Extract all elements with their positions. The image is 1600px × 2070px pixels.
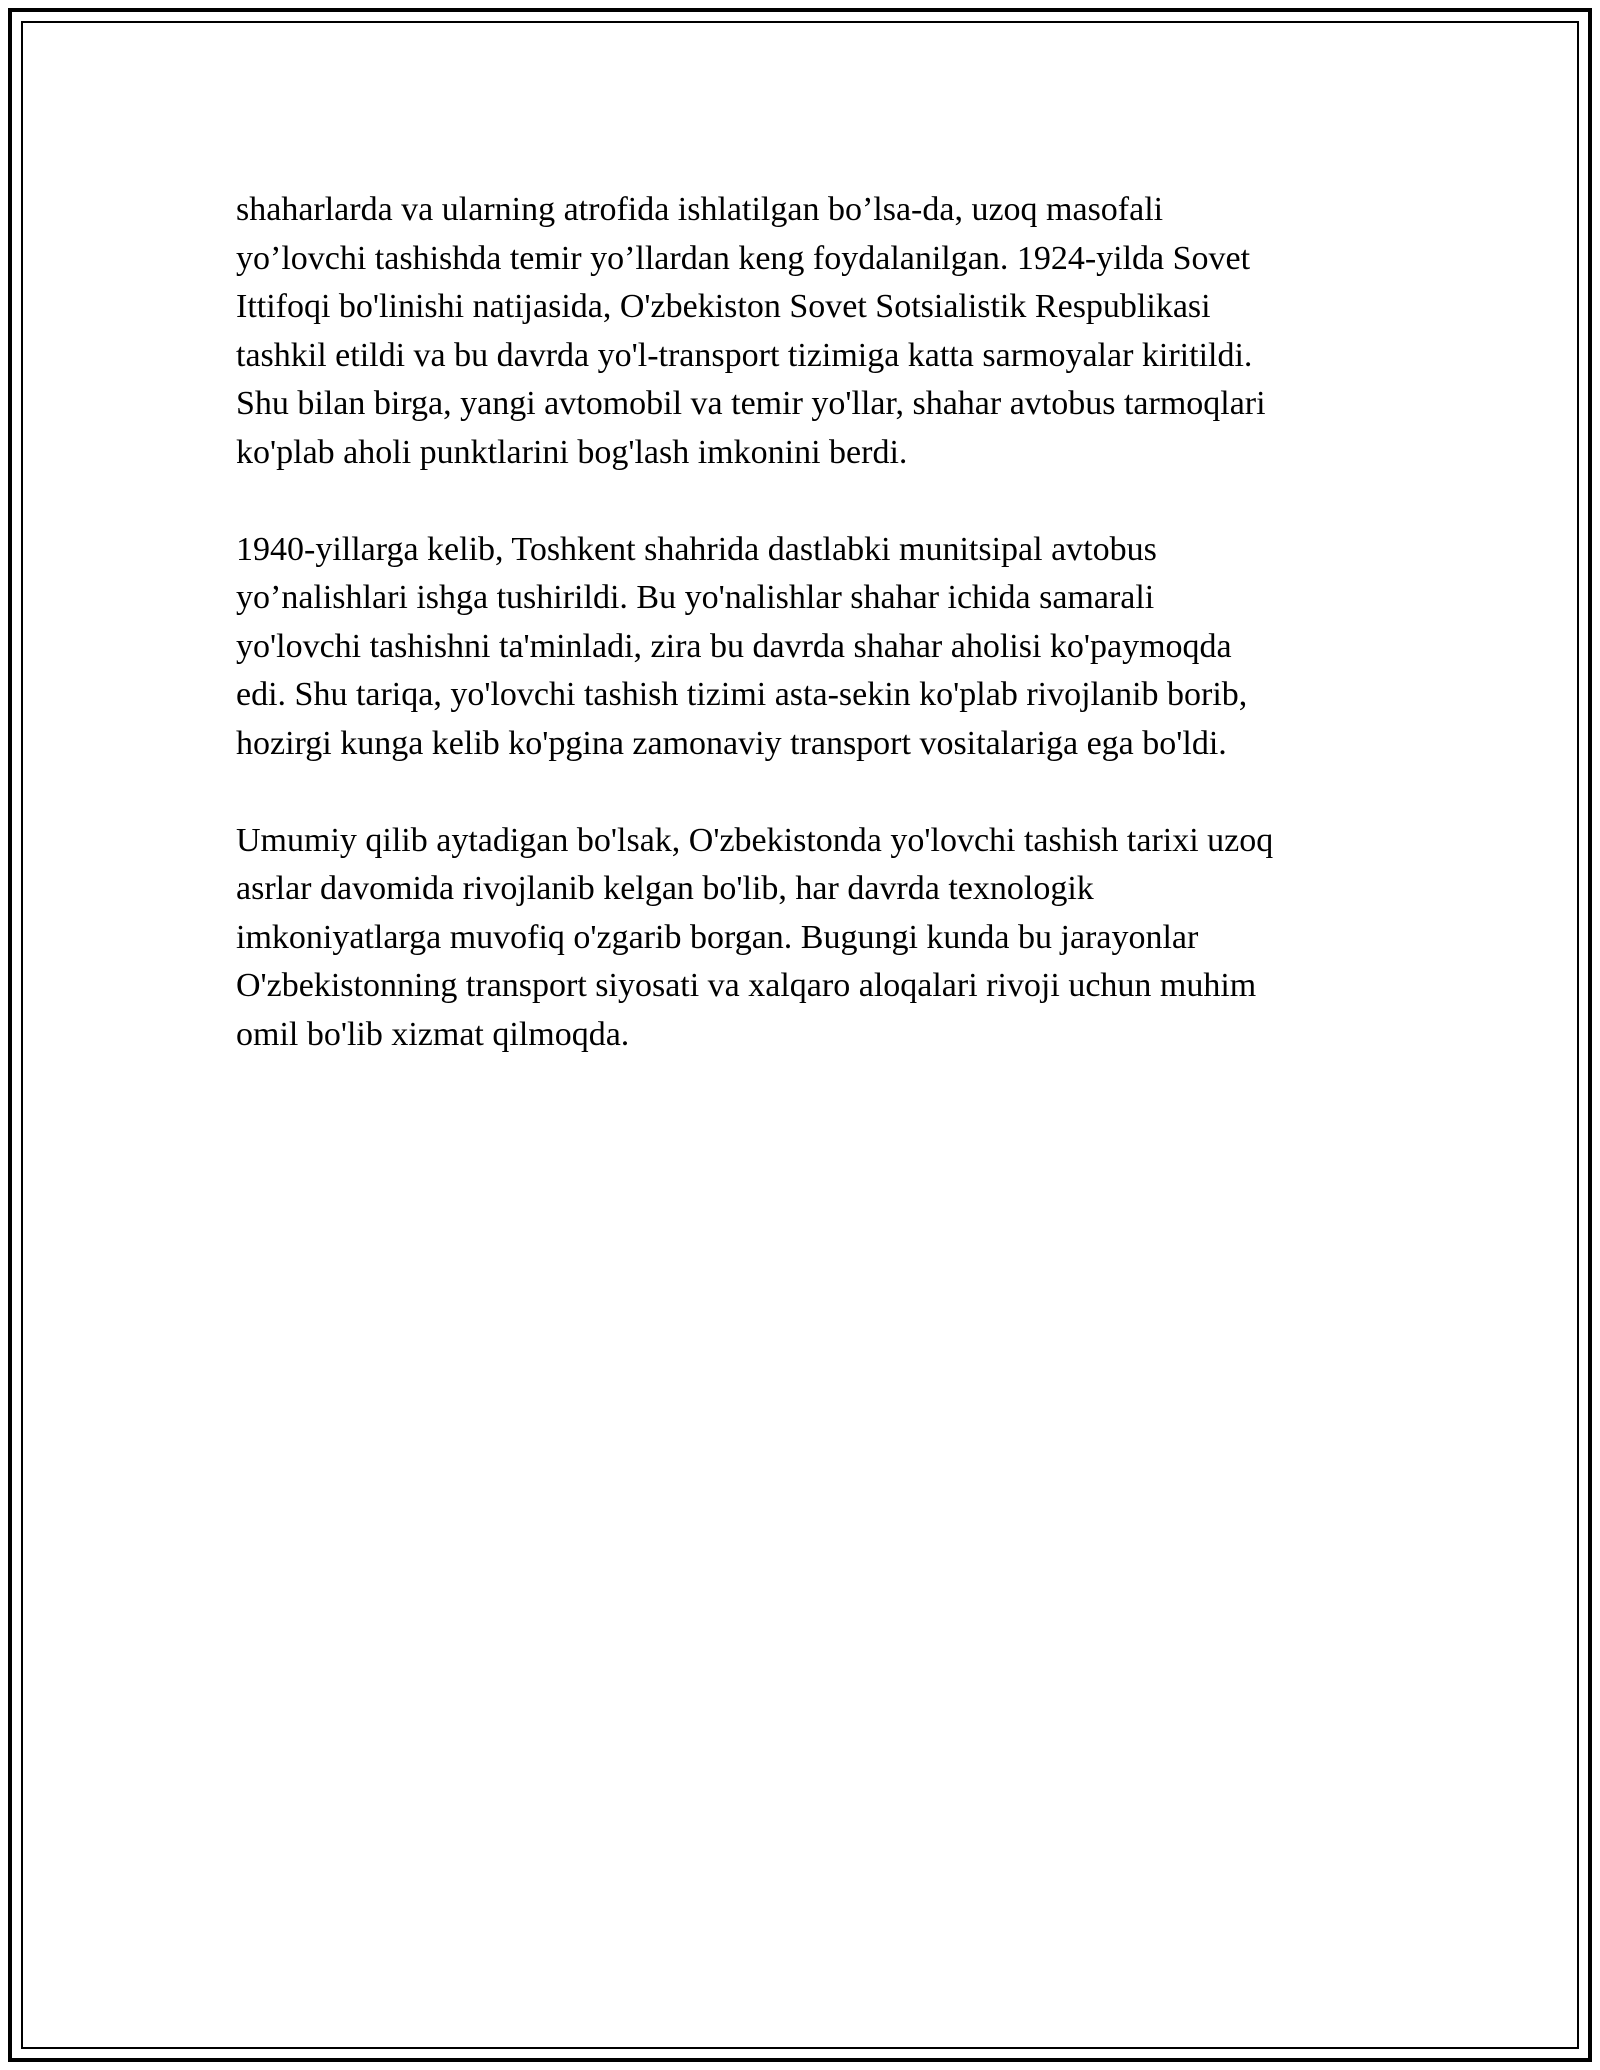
text-line: O'zbekistonning transport siyosati va xalqaro aloqalari rivoji uchun muhim	[236, 967, 1257, 1004]
text-line: edi. Shu tariqa, yo'lovchi tashish tizimi asta-sekin ko'plab rivojlanib borib,	[236, 676, 1248, 713]
text-line: imkoniyatlarga muvofiq o'zgarib borgan. Bugungi kunda bu jarayonlar	[236, 918, 1199, 956]
paragraph-1	[236, 186, 1366, 477]
text-line: tashkil etildi va bu davrda yo'l-transport tizimiga katta sarmoyalar kiritildi.	[236, 336, 1253, 374]
text-line: Shu bilan birga, yangi avtomobil va temir yo'llar, shahar avtobus tarmoqlari	[236, 385, 1266, 422]
text-line: ko'plab aholi punktlarini bog'lash imkonini berdi.	[236, 433, 908, 471]
text-line: Ittifoqi bo'linishi natijasida, O'zbekiston Sovet Sotsialistik Respublikasi	[236, 288, 1211, 325]
text-line: asrlar davomida rivojlanib kelgan bo'lib, har davrda texnologik	[236, 870, 1094, 907]
paragraph-2	[236, 526, 1366, 769]
text-line: hozirgi kunga kelib ko'pgina zamonaviy transport vositalariga ega bo'ldi.	[236, 724, 1227, 762]
text-line: 1940-yillarga kelib, Toshkent shahrida dastlabki munitsipal avtobus	[236, 530, 1157, 568]
text-line: yo'lovchi tashishni ta'minladi, zira bu davrda shahar aholisi ko'paymoqda	[236, 627, 1232, 665]
text-line: shaharlarda va ularning atrofida ishlatilgan bo’lsa-da, uzoq masofali	[236, 191, 1164, 228]
text-line: yo’nalishlari ishga tushirildi. Bu yo'nalishlar shahar ichida samarali	[236, 579, 1155, 616]
paragraph-3	[236, 817, 1366, 1060]
text-line: yo’lovchi tashishda temir yo’llardan keng foydalanilgan. 1924-yilda Sovet	[236, 239, 1251, 277]
text-line: Umumiy qilib aytadigan bo'lsak, O'zbekistonda yo'lovchi tashish tarixi uzoq	[236, 821, 1274, 859]
text-line: omil bo'lib xizmat qilmoqda.	[236, 1015, 630, 1053]
document-body	[236, 186, 1366, 1108]
